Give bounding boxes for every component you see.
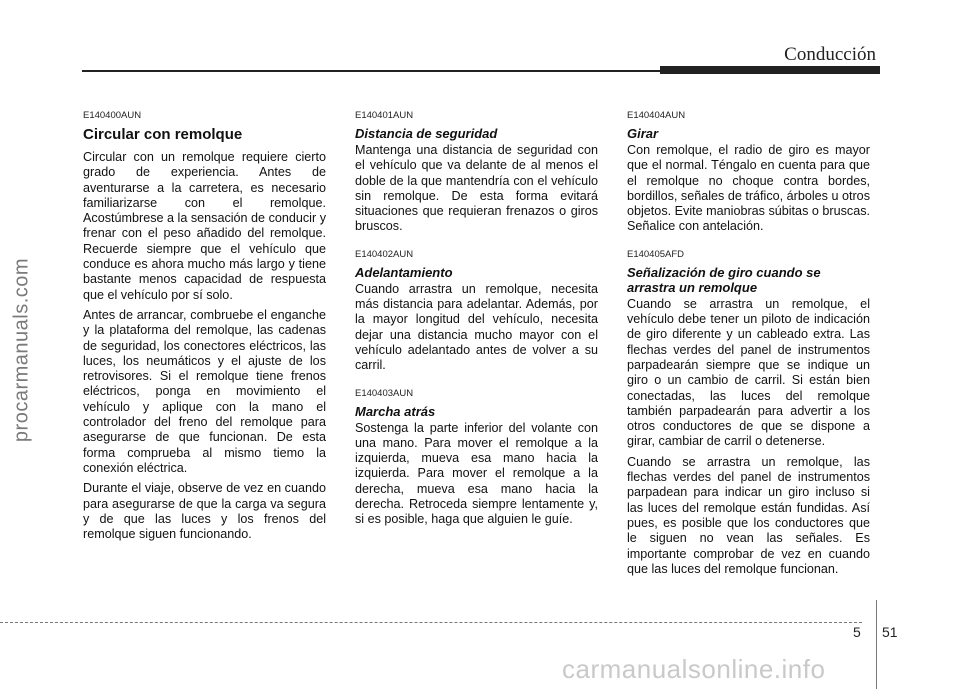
section-adelantamiento [355,249,598,374]
section-code: E140402AUN [355,248,414,260]
section-heading: Marcha atrás [355,403,436,419]
bottom-watermark: carmanualsonline.info [562,654,826,684]
header-rule-accent [660,66,880,74]
section-heading: Circular con remolque [83,126,243,143]
section-senalizacion [627,249,870,577]
section-heading: Girar [627,126,659,141]
paragraph: Durante el viaje, observe de vez en cuando para asegurarse de que la carga va segura y de que las luces y los frenos del remolque siguen funcionando. [83,481,326,542]
paragraph: Mantenga una distancia de seguridad con el vehículo que va delante de al menos el doble de la que mantendría con el vehículo sin remolque. De esta forma evitará situaciones que requieran frenazos o giros bruscos. [355,143,598,234]
section-code: E140404AUN [627,110,686,121]
paragraph: Con remolque, el radio de giro es mayor que el normal. Téngalo en cuenta para que el remolque no choque contra bordes, bordillos, señales de tráfico, árboles u otros objetos. Evite maniobras súbitas o bruscas. Señalice con antelación. [627,143,870,234]
footer-rule [0,622,862,623]
section-code: E140400AUN [83,110,142,121]
column-1 [83,110,326,547]
paragraph: Sostenga la parte inferior del volante con una mano. Para mover el remolque a la izquierda, mueva esa mano hacia la izquierda. Para mover el remolque a la derecha, mueva esa mano hacia la derecha. Retroceda siempre lentamente y, si es posible, haga que alguien le guíe. [355,420,598,527]
section-distancia [355,110,598,235]
side-watermark-text: procarmanuals.com [10,257,33,443]
header-rule [82,70,662,72]
column-3 [627,110,870,591]
paragraph: Circular con un remolque requiere cierto grado de experiencia. Antes de aventurarse a la carretera, es necesario familiarizarse con el remolque. Acostúmbrese a la sensación de conducir y frenar con el peso añadido del remolque. Recuerde siempre que el vehículo que conduce es ahora mucho más largo y tiene bastante menos capacidad de respuesta que el vehículo por sí solo. [83,150,326,302]
paragraph: Cuando arrastra un remolque, necesita más distancia para adelantar. Además, por la mayor longitud del vehículo, necesita dejar una distancia mucho mayor con el vehículo adelantado antes de volver a su carril. [355,281,598,373]
section-code: E140405AFD [627,248,685,260]
section-marcha-atras [355,388,598,528]
section-heading: Adelantamiento [355,264,453,280]
column-2 [355,110,598,542]
paragraph: Antes de arrancar, combruebe el enganche y la plataforma del remolque, las cadenas de seguridad, los conectores eléctricos, las luces, los neumáticos y el ajuste de los retrovisores. Si el remolque tiene frenos eléctricos, ponga en movimiento el vehículo y aplique con la mano el controlador del freno del remolque para asegurarse de que funcionan. De esta forma comprueba al mismo tiemo la conexión eléctrica. [83,307,326,475]
section-code: E140401AUN [355,110,414,121]
paragraph: Cuando se arrastra un remolque, el vehículo debe tener un piloto de indicación de giro diferente y un cableado extra. Las flechas verdes del panel de instrumentos parpadearán siempre que se indique un giro o un cambio de carril. Si están bien conectadas, las luces del remolque también parpadearán para advertir a los otros conductores de que se dispone a girar, cambiar de carril o detenerse. [627,296,870,449]
section-girar [627,110,870,235]
page-chapter: 5 [853,624,861,640]
section-heading: Distancia de seguridad [355,126,498,141]
page-number: 51 [882,624,898,640]
chapter-title: Conducción [784,44,876,65]
side-watermark [2,0,42,689]
section-heading: Señalización de giro cuando se arrastra un remolque [627,264,821,295]
footer-divider [876,600,877,689]
section-code: E140403AUN [355,387,414,399]
paragraph: Cuando se arrastra un remolque, las flechas verdes del panel de instrumentos parpadean para indicar un giro incluso si las luces del remolque están fundidas. Así pues, es posible que los conductores que le siguen no vean las señales. Es importante comprobar de vez en cuando que las luces del remolque funcionan. [627,454,870,576]
